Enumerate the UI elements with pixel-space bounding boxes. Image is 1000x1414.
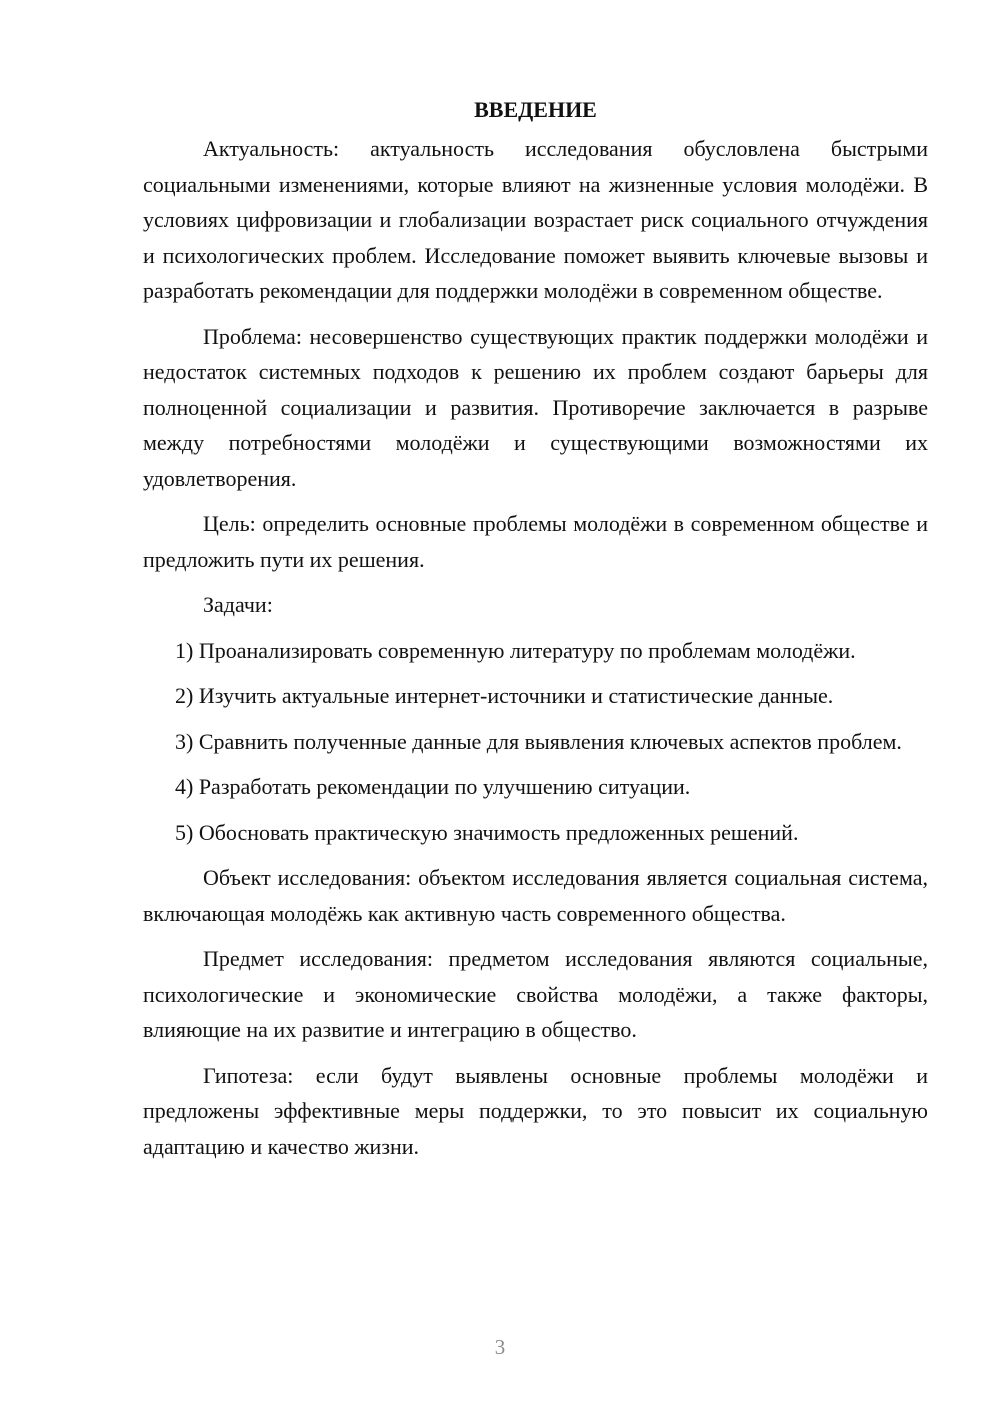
paragraph-subject: Предмет исследования: предметом исследования являются социальные, психологические и экономические свойства молодёжи, а также факторы, влияющие на их развитие и интеграцию в общество.	[143, 946, 928, 1042]
paragraph-relevance: Актуальность: актуальность исследования обусловлена быстрыми социальными изменениями, которые влияют на жизненные условия молодёжи. В условиях цифровизации и глобализации возрастает риск социального отчуждения и психологических проблем. Исследование поможет выявить ключевые вызовы и разработать рекомендации для поддержки молодёжи в современном обществе.	[143, 136, 928, 303]
task-item-4: 4) Разработать рекомендации по улучшению ситуации.	[175, 774, 691, 799]
page-number: 3	[494, 1335, 506, 1359]
task-item-3: 3) Сравнить полученные данные для выявления ключевых аспектов проблем.	[175, 728, 902, 754]
paragraph-goal: Цель: определить основные проблемы молодёжи в современном обществе и предложить пути их решения.	[143, 511, 928, 572]
task-item-1: 1) Проанализировать современную литературу по проблемам молодёжи.	[175, 637, 856, 663]
paragraph-object: Объект исследования: объектом исследования является социальная система, включающая молодёжь как активную часть современного общества.	[143, 865, 928, 926]
tasks-heading: Задачи:	[203, 592, 273, 617]
task-item-2: 2) Изучить актуальные интернет-источники и статистические данные.	[175, 683, 834, 708]
page-content	[143, 92, 928, 1174]
task-item-5: 5) Обосновать практическую значимость предложенных решений.	[175, 819, 799, 845]
paragraph-problem: Проблема: несовершенство существующих практик поддержки молодёжи и недостаток системных подходов к решению их проблем создают барьеры для полноценной социализации и развития. Противоречие заключается в разрыве между потребностями молодёжи и существующими возможностями их удовлетворения.	[143, 323, 928, 491]
page-title: ВВЕДЕНИЕ	[474, 97, 597, 122]
paragraph-hypothesis: Гипотеза: если будут выявлены основные проблемы молодёжи и предложены эффективные меры поддержки, то это повысит их социальную адаптацию и качество жизни.	[143, 1062, 928, 1159]
